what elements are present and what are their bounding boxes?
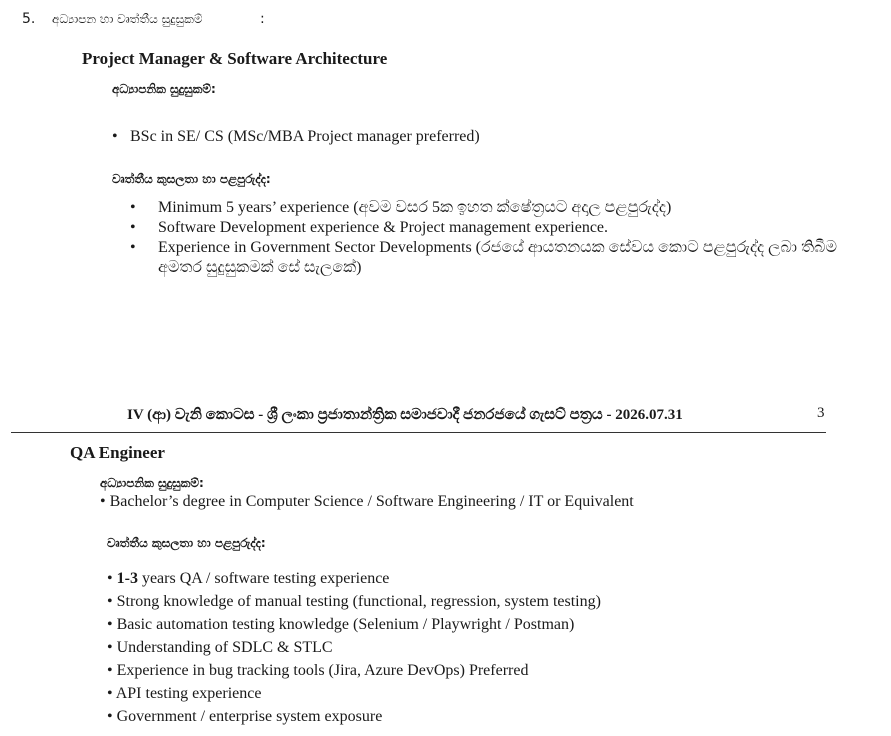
bullet-icon: • <box>130 219 136 236</box>
list-item: • API testing experience <box>107 685 262 702</box>
education-item: • Bachelor’s degree in Computer Science / Software Engineering / IT or Equivalent <box>100 493 634 510</box>
page-number: 3 <box>817 405 825 421</box>
list-item: • Understanding of SDLC & STLC <box>107 639 333 656</box>
gazette-footer: IV (ආ) වැනි කොටස - ශ්‍රී ලංකා ප්‍රජාතාන්ත්‍රික සමාජවාදී ජනරජයේ ගැසට් පත්‍රය - 2026.07.31 <box>127 407 683 423</box>
section-heading-colon: : <box>260 11 265 27</box>
education-list <box>112 128 480 146</box>
list-item: • 1-3 years QA / software testing experience <box>107 570 390 587</box>
education-label: අධ්‍යාපනික සුදුසුකම්: <box>100 476 204 490</box>
role-title-qa-engineer: QA Engineer <box>70 443 165 462</box>
experience-label: වෘත්තීය කුසලතා හා පළපුරුද්ද: <box>112 172 271 186</box>
section-number: 5. <box>22 11 36 27</box>
list-item: • Minimum 5 years’ experience (අවම වසර 5ක ඉහත ක්ෂේත්‍රයට අදාල පළපුරුද්ද) <box>130 199 672 216</box>
footer-divider <box>11 432 826 433</box>
list-item: • Strong knowledge of manual testing (functional, regression, system testing) <box>107 593 601 610</box>
experience-list <box>130 198 837 278</box>
bullet-icon: • <box>107 570 113 587</box>
list-item: • Government / enterprise system exposure <box>107 708 383 725</box>
list-item: • Software Development experience & Project management experience. <box>130 219 609 236</box>
bullet-icon: • <box>130 199 136 216</box>
list-item-continuation: අමතර සුදුසුකමක් සේ සැලකේ) <box>158 259 362 276</box>
list-item: • Basic automation testing knowledge (Selenium / Playwright / Postman) <box>107 616 575 633</box>
list-item: • Experience in Government Sector Developments (රජයේ ආයතනයක සේවය කොට පළපුරුද්ද ලබා තිබීම <box>130 239 838 256</box>
section-heading: අධ්‍යාපන හා වෘත්තීය සුදුසුකම් <box>52 12 203 26</box>
list-item: • Experience in bug tracking tools (Jira, Azure DevOps) Preferred <box>107 662 529 679</box>
experience-label: වෘත්තීය කුසලතා හා පළපුරුද්ද: <box>107 536 266 550</box>
bullet-icon: • <box>112 128 118 145</box>
list-item: • BSc in SE/ CS (MSc/MBA Project manager preferred) <box>112 128 480 145</box>
bullet-icon: • <box>130 239 136 256</box>
experience-list <box>107 567 601 728</box>
role-title-project-manager: Project Manager & Software Architecture <box>82 49 388 68</box>
education-label: අධ්‍යාපනික සුදුසුකම්: <box>112 82 216 96</box>
